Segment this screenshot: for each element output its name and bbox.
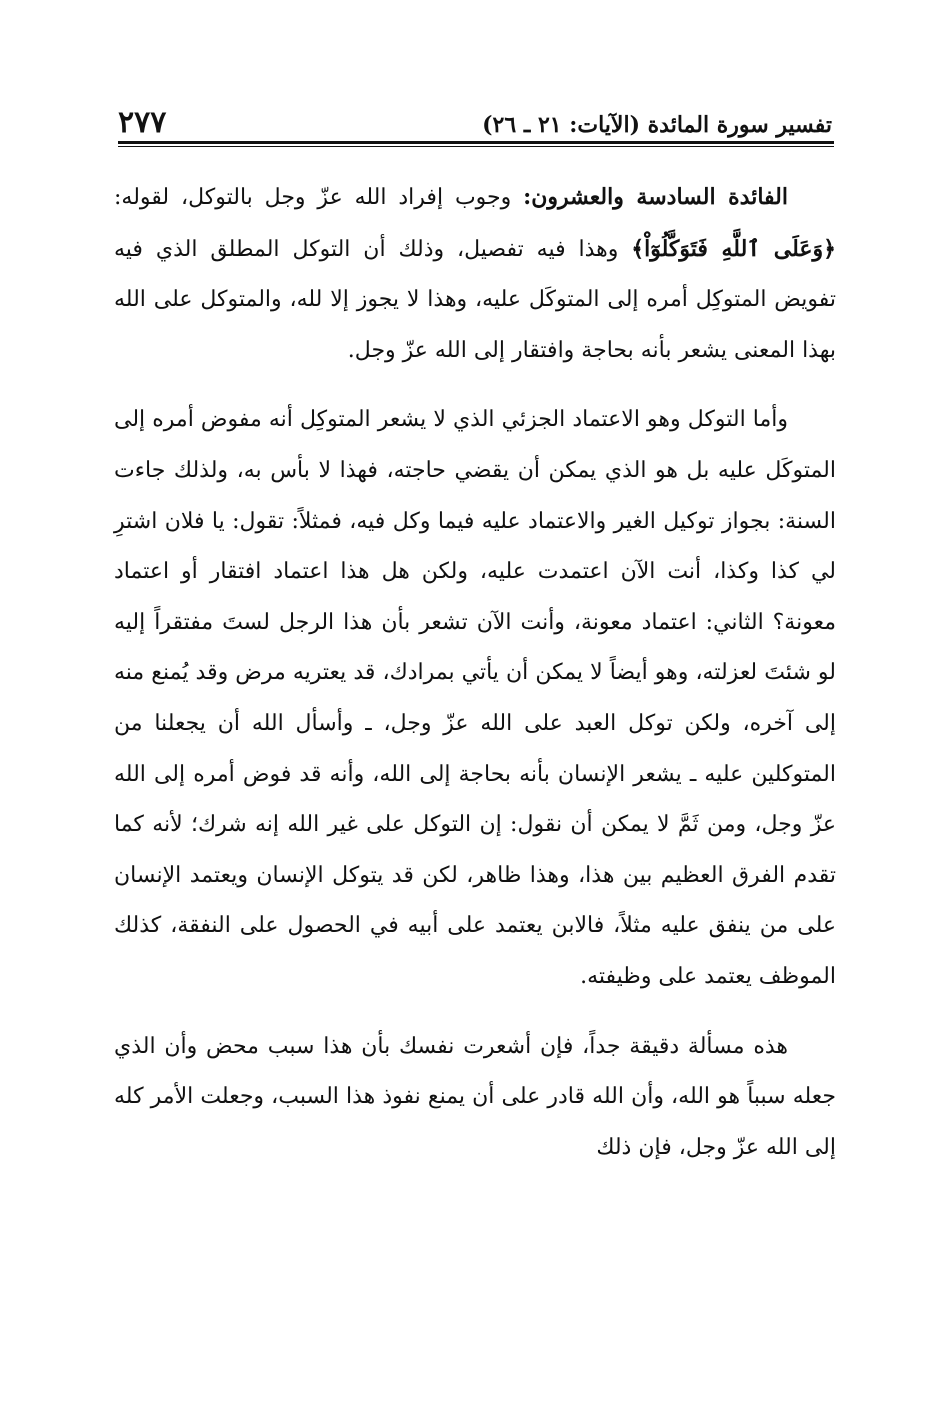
running-header	[118, 86, 832, 138]
page-number: ٢٧٧	[118, 105, 167, 140]
quran-verse: ﴿وَعَلَى ٱللَّهِ فَتَوَكَّلُوٓاْ﴾	[631, 235, 836, 262]
paragraph-subtle-issue: هذه مسألة دقيقة جداً، فإن أشعرت نفسك بأن هذا سبب محض وأن الذي جعله سبباً هو الله، وأن الله قادر على أن يمنع نفوذ هذا السبب، وجعلت الأمر كله إلى الله عزّ وجل، فإن ذلك	[114, 1033, 836, 1160]
paragraph-text: وجوب إفراد الله عزّ وجل بالتوكل، لقوله:	[114, 185, 524, 210]
paragraph-text: وهذا فيه تفصيل، وذلك أن التوكل المطلق الذي فيه تفويض المتوكِل أمره إلى المتوكَل عليه، وهذا لا يجوز إلا لله، والمتوكل على الله بهذا المعنى يشعر بأنه بحاجة وافتقار إلى الله عزّ وجل.	[114, 236, 836, 363]
body-text	[114, 172, 836, 1173]
header-rule-thick	[118, 141, 834, 144]
paragraph-partial-reliance: وأما التوكل وهو الاعتماد الجزئي الذي لا يشعر المتوكِل أنه مفوض أمره إلى المتوكَل عليه بل هو الذي يمكن أن يقضي حاجته، فهذا لا بأس به، ولذلك جاءت السنة: بجواز توكيل الغير والاعتماد عليه فيما وكل فيه، فمثلاً: تقول: يا فلان اشترِ لي كذا وكذا، أنت الآن اعتمدت عليه، ولكن هل هذا اعتماد افتقار أو اعتماد معونة؟ الثاني: اعتماد معونة، وأنت الآن تشعر بأن هذا الرجل لستَ مفتقراً إليه لو شئتَ لعزلته، وهو أيضاً لا يمكن أن يأتي بمرادك، قد يعتريه مرض وقد يُمنع منه إلى آخره، ولكن توكل العبد على الله عزّ وجل، ـ وأسأل الله أن يجعلنا من المتوكلين عليه ـ يشعر الإنسان بأنه بحاجة إلى الله، وأنه قد فوض أمره إلى الله عزّ وجل، ومن ثَمَّ لا يمكن أن نقول: إن التوكل على غير الله إنه شرك؛ لأنه كما تقدم الفرق العظيم بين هذا، وهذا ظاهر، لكن قد يتوكل الإنسان ويعتمد الإنسان على من ينفق عليه مثلاً، فالابن يعتمد على أبيه في الحصول على النفقة، كذلك الموظف يعتمد على وظيفته.	[114, 407, 836, 989]
paragraph-benefit-26	[114, 172, 836, 376]
running-title: تفسير سورة المائدة (الآيات: ٢١ ـ ٢٦)	[482, 112, 832, 138]
benefit-heading: الفائدة السادسة والعشرون:	[523, 184, 788, 210]
header-rule-thin	[118, 146, 834, 147]
